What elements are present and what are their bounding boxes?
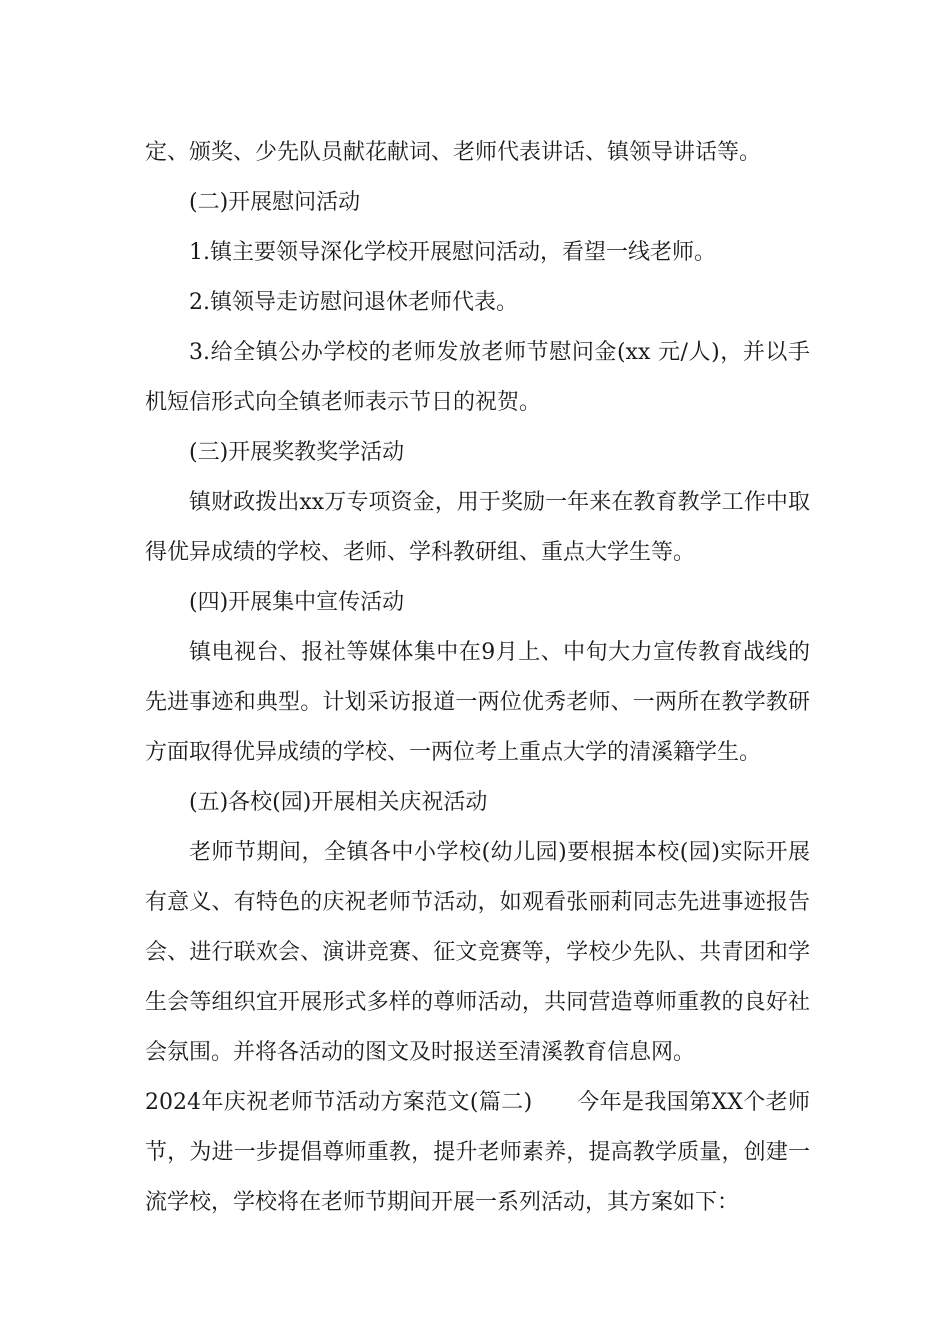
- document-body: [145, 128, 810, 1228]
- section-heading-5: (五)各校(园)开展相关庆祝活动: [189, 790, 488, 815]
- section-heading-4: (四)开展集中宣传活动: [189, 590, 405, 615]
- paragraph-continuation: 定、颁奖、少先队员献花献词、老师代表讲话、镇领导讲话等。: [145, 140, 762, 165]
- list-item-3: 3.给全镇公办学校的老师发放老师节慰问金(xx 元/人)，并以手机短信形式向全镇老师表示节日的祝贺。: [145, 340, 810, 415]
- paragraph-publicity: 镇电视台、报社等媒体集中在9月上、中旬大力宣传教育战线的先进事迹和典型。计划采访报道一两位优秀老师、一两所在教学教研方面取得优异成绩的学校、一两位考上重点大学的清溪籍学生。: [145, 640, 810, 765]
- list-item-1: 1.镇主要领导深化学校开展慰问活动，看望一线老师。: [189, 240, 716, 265]
- section-heading-3: (三)开展奖教奖学活动: [189, 440, 405, 465]
- paragraph-awards: 镇财政拨出xx万专项资金，用于奖励一年来在教育教学工作中取得优异成绩的学校、老师、学科教研组、重点大学生等。: [145, 490, 810, 565]
- section-heading-2: (二)开展慰问活动: [189, 190, 361, 215]
- paragraph-part-two: 2024年庆祝老师节活动方案范文(篇二) 今年是我国第XX个老师节，为进一步提倡尊师重教，提升老师素养，提高教学质量，创建一流学校，学校将在老师节期间开展一系列活动，其方案如下：: [145, 1090, 810, 1215]
- paragraph-school-activities: 老师节期间，全镇各中小学校(幼儿园)要根据本校(园)实际开展有意义、有特色的庆祝老师节活动，如观看张丽莉同志先进事迹报告会、进行联欢会、演讲竞赛、征文竞赛等，学校少先队、共青团和学生会等组织宜开展形式多样的尊师活动，共同营造尊师重教的良好社会氛围。并将各活动的图文及时报送至清溪教育信息网。: [145, 840, 810, 1065]
- list-item-2: 2.镇领导走访慰问退休老师代表。: [189, 290, 518, 315]
